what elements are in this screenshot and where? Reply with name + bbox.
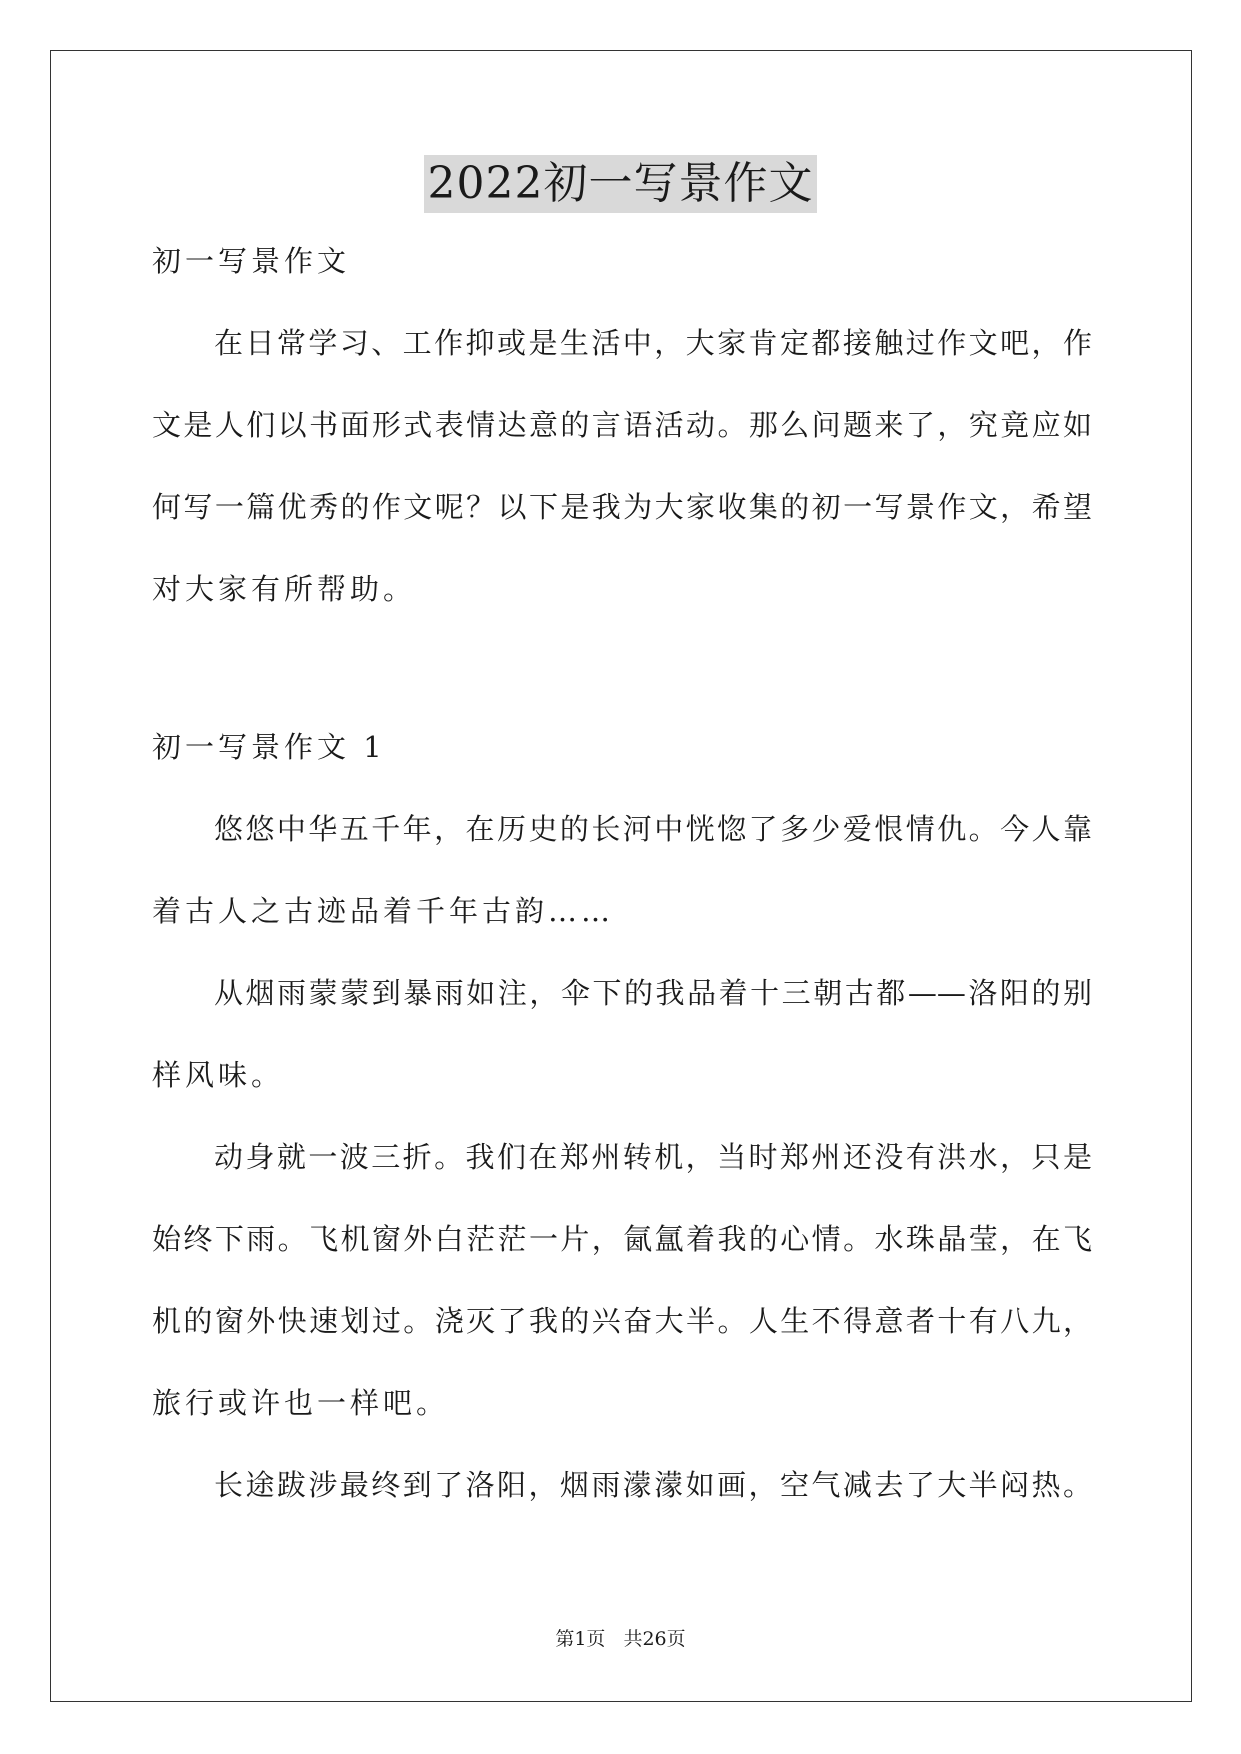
subtitle: 初一写景作文: [152, 244, 351, 278]
section-line: 旅行或许也一样吧。: [152, 1386, 450, 1420]
page-number: 第1页: [555, 1628, 606, 1650]
document-body: [152, 232, 1092, 1538]
page-total: 共26页: [623, 1628, 686, 1650]
section-line: 机的窗外快速划过。浇灭了我的兴奋大半。人生不得意者十有八九，: [152, 1304, 1092, 1338]
intro-line: 对大家有所帮助。: [152, 572, 417, 606]
intro-line: 文是人们以书面形式表情达意的言语活动。那么问题来了，究竟应如: [152, 408, 1092, 442]
section-line: 动身就一波三折。我们在郑州转机，当时郑州还没有洪水，只是: [214, 1140, 1092, 1174]
intro-line: 何写一篇优秀的作文呢？以下是我为大家收集的初一写景作文，希望: [152, 490, 1092, 524]
section-line: 悠悠中华五千年，在历史的长河中恍惚了多少爱恨情仇。今人靠: [214, 812, 1092, 846]
document-title: 2022初一写景作文: [424, 155, 818, 213]
section-heading: 初一写景作文 1: [152, 730, 386, 764]
section-line: 长途跋涉最终到了洛阳，烟雨濛濛如画，空气减去了大半闷热。: [214, 1468, 1092, 1502]
paragraph-gap: [152, 642, 1092, 718]
section-line: 着古人之古迹品着千年古韵……: [152, 894, 615, 928]
section-line: 样风味。: [152, 1058, 285, 1092]
title-wrap: [0, 155, 1241, 213]
intro-line: 在日常学习、工作抑或是生活中，大家肯定都接触过作文吧，作: [214, 326, 1092, 360]
section-line: 始终下雨。飞机窗外白茫茫一片，氤氲着我的心情。水珠晶莹，在飞: [152, 1222, 1092, 1256]
page-footer: [0, 1624, 1241, 1651]
section-line: 从烟雨蒙蒙到暴雨如注，伞下的我品着十三朝古都——洛阳的别: [214, 976, 1092, 1010]
